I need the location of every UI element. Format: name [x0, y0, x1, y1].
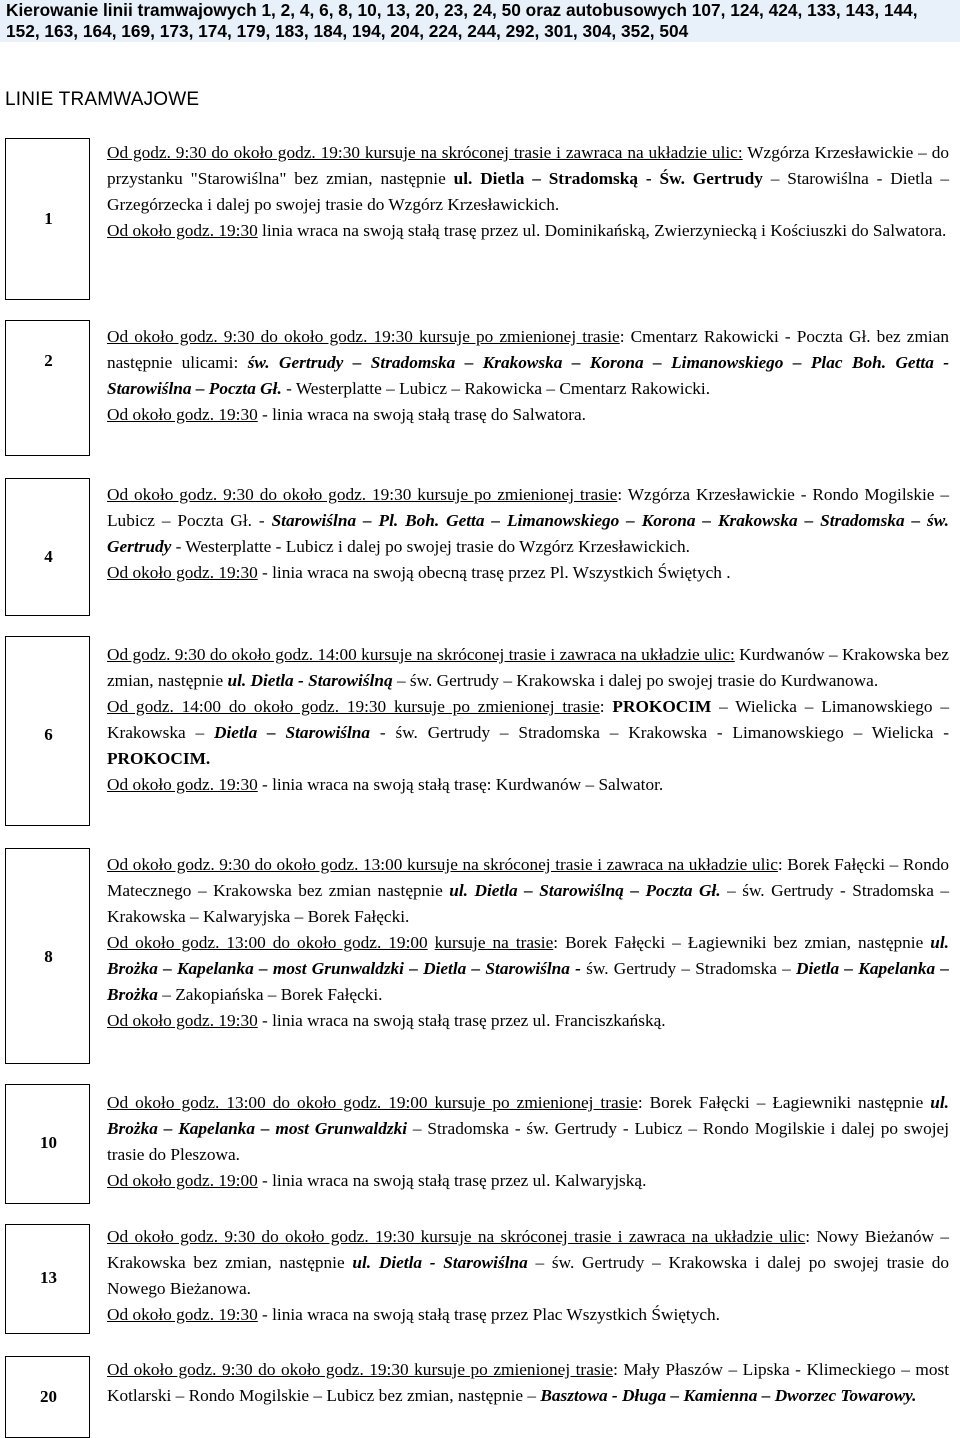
- route-line-10: [107, 1090, 949, 1194]
- time-range: Od około godz. 19:30: [107, 405, 258, 424]
- detour-streets: Dietla – Starowiślna: [214, 723, 371, 742]
- route-paragraph: [107, 772, 949, 798]
- route-text: : Nowy Bieżanów – Krakowska bez zmian, następnie: [107, 1227, 950, 1272]
- line-number: 8: [44, 947, 53, 966]
- detour-streets: Basztowa - Długa – Kamienna – Dworzec Towarowy.: [540, 1386, 917, 1405]
- route-text: - linia wraca na swoją stałą trasę przez Plac Wszystkich Świętych.: [257, 1305, 720, 1324]
- route-text: - św. Gertrudy – Stradomska – Krakowska - Limanowskiego – Wielicka -: [370, 723, 950, 742]
- detour-streets: PROKOCIM: [612, 697, 712, 716]
- time-range: Od godz. 9:30 do około godz. 14:00 kursuje na skróconej trasie i zawraca na układzie ulic:: [107, 645, 735, 664]
- time-range: Od około godz. 9:30 do około godz. 19:30 kursuje na skróconej trasie i zawraca na układzie ulic: [107, 1227, 806, 1246]
- route-text: : Mały Płaszów – Lipska - Klimeckiego – most Kotlarski – Rondo Mogilskie – Lubicz bez zmian, następnie –: [107, 1360, 949, 1405]
- line-number: 4: [44, 547, 53, 566]
- line-number: 2: [44, 351, 53, 370]
- detour-streets: Starowiślna – Pl. Boh. Getta – Limanowskiego – Korona – Krakowska – Stradomska – św. Gertrudy: [107, 511, 949, 556]
- route-paragraph: [107, 1357, 949, 1409]
- route-text: – Starowiślna - Dietla – Grzegórzecka i dalej po swojej trasie do Wzgórz Krzesławickich.: [107, 169, 949, 214]
- line-number: 20: [40, 1387, 57, 1406]
- time-range: Od około godz. 13:00 do około godz. 19:00 kursuje po zmienionej trasie: [107, 1093, 638, 1112]
- line-number: 10: [40, 1133, 57, 1152]
- detour-streets: ul. Brożka – Kapelanka – most Grunwaldzki – Dietla – Starowiślna -: [107, 933, 949, 978]
- route-paragraph: [107, 930, 949, 1008]
- time-range: Od około godz. 19:30: [107, 1305, 258, 1324]
- line-box-1: [5, 138, 90, 300]
- route-paragraph: [107, 560, 949, 586]
- route-text: - Westerplatte - Lubicz i dalej po swojej trasie do Wzgórz Krzesławickich.: [171, 537, 690, 556]
- detour-streets: ul. Dietla - Starowiślna: [352, 1253, 528, 1272]
- section-heading-tram-lines: LINIE TRAMWAJOWE: [5, 89, 200, 110]
- route-text: – Stradomska - św. Gertrudy - Lubicz – Rondo Mogilskie i dalej po swojej trasie do Pleszowa.: [107, 1119, 950, 1164]
- route-text: [428, 933, 435, 952]
- route-text: :: [599, 697, 613, 716]
- line-box-10: [5, 1084, 90, 1204]
- route-text: : Borek Fałęcki – Łagiewniki następnie: [637, 1093, 931, 1112]
- time-range: Od około godz. 19:30: [107, 775, 258, 794]
- route-text: – św. Gertrudy - Stradomska – Krakowska – Kalwaryjska – Borek Fałęcki.: [107, 881, 949, 926]
- time-range: Od około godz. 19:30: [107, 221, 258, 240]
- route-text: – św. Gertrudy – Krakowska i dalej po swojej trasie do Nowego Bieżanowa.: [107, 1253, 949, 1298]
- route-text: – św. Gertrudy – Krakowska i dalej po swojej trasie do Kurdwanowa.: [392, 671, 879, 690]
- time-range: Od godz. 9:30 do około godz. 19:30 kursuje na skróconej trasie i zawraca na układzie ulic:: [107, 143, 743, 162]
- line-box-4: [5, 478, 90, 616]
- detour-streets: ul. Dietla - Starowiślną: [227, 671, 393, 690]
- route-text: - linia wraca na swoją stałą trasę przez ul. Kalwaryjską.: [257, 1171, 647, 1190]
- detour-streets: ul. Dietla – Stradomską - Św. Gertrudy: [453, 169, 763, 188]
- line-number: 13: [40, 1268, 57, 1287]
- line-box-13: [5, 1224, 90, 1334]
- route-paragraph: [107, 1090, 949, 1168]
- route-paragraph: [107, 324, 949, 402]
- route-text: - linia wraca na swoją stałą trasę: Kurdwanów – Salwator.: [257, 775, 664, 794]
- time-range: Od około godz. 9:30 do około godz. 19:30 kursuje po zmienionej trasie: [107, 327, 620, 346]
- line-box-20: [5, 1356, 90, 1438]
- route-label: kursuje na trasie: [434, 933, 554, 952]
- line-box-8: [5, 848, 90, 1064]
- route-paragraph: [107, 402, 949, 428]
- route-text: linia wraca na swoją stałą trasę przez ul. Dominikańską, Zwierzyniecką i Kościuszki do Salwatora.: [257, 221, 947, 240]
- route-text: - linia wraca na swoją stałą trasę przez ul. Franciszkańską.: [257, 1011, 666, 1030]
- route-line-20: [107, 1357, 949, 1409]
- route-text: - Westerplatte – Lubicz – Rakowicka – Cmentarz Rakowicki.: [281, 379, 711, 398]
- route-text: : Cmentarz Rakowicki - Poczta Gł. bez zmian następnie ulicami:: [107, 327, 950, 372]
- route-paragraph: [107, 1168, 949, 1194]
- route-paragraph: [107, 852, 949, 930]
- route-line-6: [107, 642, 949, 798]
- route-text: : Wzgórza Krzesławickie - Rondo Mogilskie – Lubicz – Poczta Gł. -: [107, 485, 949, 530]
- route-paragraph: [107, 1224, 949, 1302]
- detour-streets: Dietla – Kapelanka – Brożka: [107, 959, 949, 1004]
- line-number: 1: [44, 209, 53, 228]
- time-range: Od około godz. 9:30 do około godz. 19:30 kursuje po zmienionej trasie: [107, 1360, 614, 1379]
- time-range: Od około godz. 19:00: [107, 1171, 258, 1190]
- line-box-2: [5, 320, 90, 456]
- detour-streets: PROKOCIM.: [107, 749, 211, 768]
- detour-streets: ul. Dietla – Starowiślną – Poczta Gł.: [449, 881, 721, 900]
- time-range: Od około godz. 13:00 do około godz. 19:00: [107, 933, 428, 952]
- detour-streets: św. Gertrudy – Stradomska – Krakowska – Korona – Limanowskiego – Plac Boh. Getta - Starowiślna – Poczta Gł.: [107, 353, 949, 398]
- route-text: : Borek Fałęcki – Łagiewniki bez zmian, następnie: [553, 933, 931, 952]
- route-line-4: [107, 482, 949, 586]
- route-text: - linia wraca na swoją stałą trasę do Salwatora.: [257, 405, 586, 424]
- route-paragraph: [107, 140, 949, 218]
- time-range: Od około godz. 9:30 do około godz. 13:00 kursuje na skróconej trasie i zawraca na układzie ulic: [107, 855, 778, 874]
- route-text: – Wielicka – Limanowskiego – Krakowska –: [107, 697, 950, 742]
- route-paragraph: [107, 482, 949, 560]
- route-line-2: [107, 324, 949, 428]
- route-paragraph: [107, 1008, 949, 1034]
- time-range: Od około godz. 19:30: [107, 563, 258, 582]
- time-range: Od około godz. 9:30 do około godz. 19:30 kursuje po zmienionej trasie: [107, 485, 618, 504]
- time-range: Od godz. 14:00 do około godz. 19:30 kursuje po zmienionej trasie: [107, 697, 600, 716]
- route-paragraph: [107, 218, 949, 244]
- route-paragraph: [107, 694, 949, 772]
- route-paragraph: [107, 642, 949, 694]
- route-text: : Borek Fałęcki – Rondo Matecznego – Krakowska bez zmian następnie: [107, 855, 949, 900]
- route-text: - linia wraca na swoją obecną trasę przez Pl. Wszystkich Świętych .: [257, 563, 731, 582]
- route-text: św. Gertrudy – Stradomska –: [580, 959, 796, 978]
- detour-streets: ul. Brożka – Kapelanka – most Grunwaldzki: [107, 1093, 949, 1138]
- route-text: Kurdwanów – Krakowska bez zmian, następnie: [107, 645, 949, 690]
- time-range: Od około godz. 19:30: [107, 1011, 258, 1030]
- line-box-6: [5, 636, 90, 826]
- route-line-13: [107, 1224, 949, 1328]
- route-line-1: [107, 140, 949, 244]
- route-paragraph: [107, 1302, 949, 1328]
- route-line-8: [107, 852, 949, 1034]
- line-number: 6: [44, 725, 53, 744]
- document-header: [0, 0, 960, 42]
- document-title: Kierowanie linii tramwajowych 1, 2, 4, 6, 8, 10, 13, 20, 23, 24, 50 oraz autobusowych 107, 124, 424, 133, 143, 144, 152, 163, 164, 169, 173, 174, 179, 183, 184, 194, 204, 224, 244, 292, 301, 304, 352, 504: [6, 0, 918, 41]
- route-text: Wzgórza Krzesławickie – do przystanku "Starowiślna" bez zmian, następnie: [107, 143, 949, 188]
- route-text: – Zakopiańska – Borek Fałęcki.: [157, 985, 383, 1004]
